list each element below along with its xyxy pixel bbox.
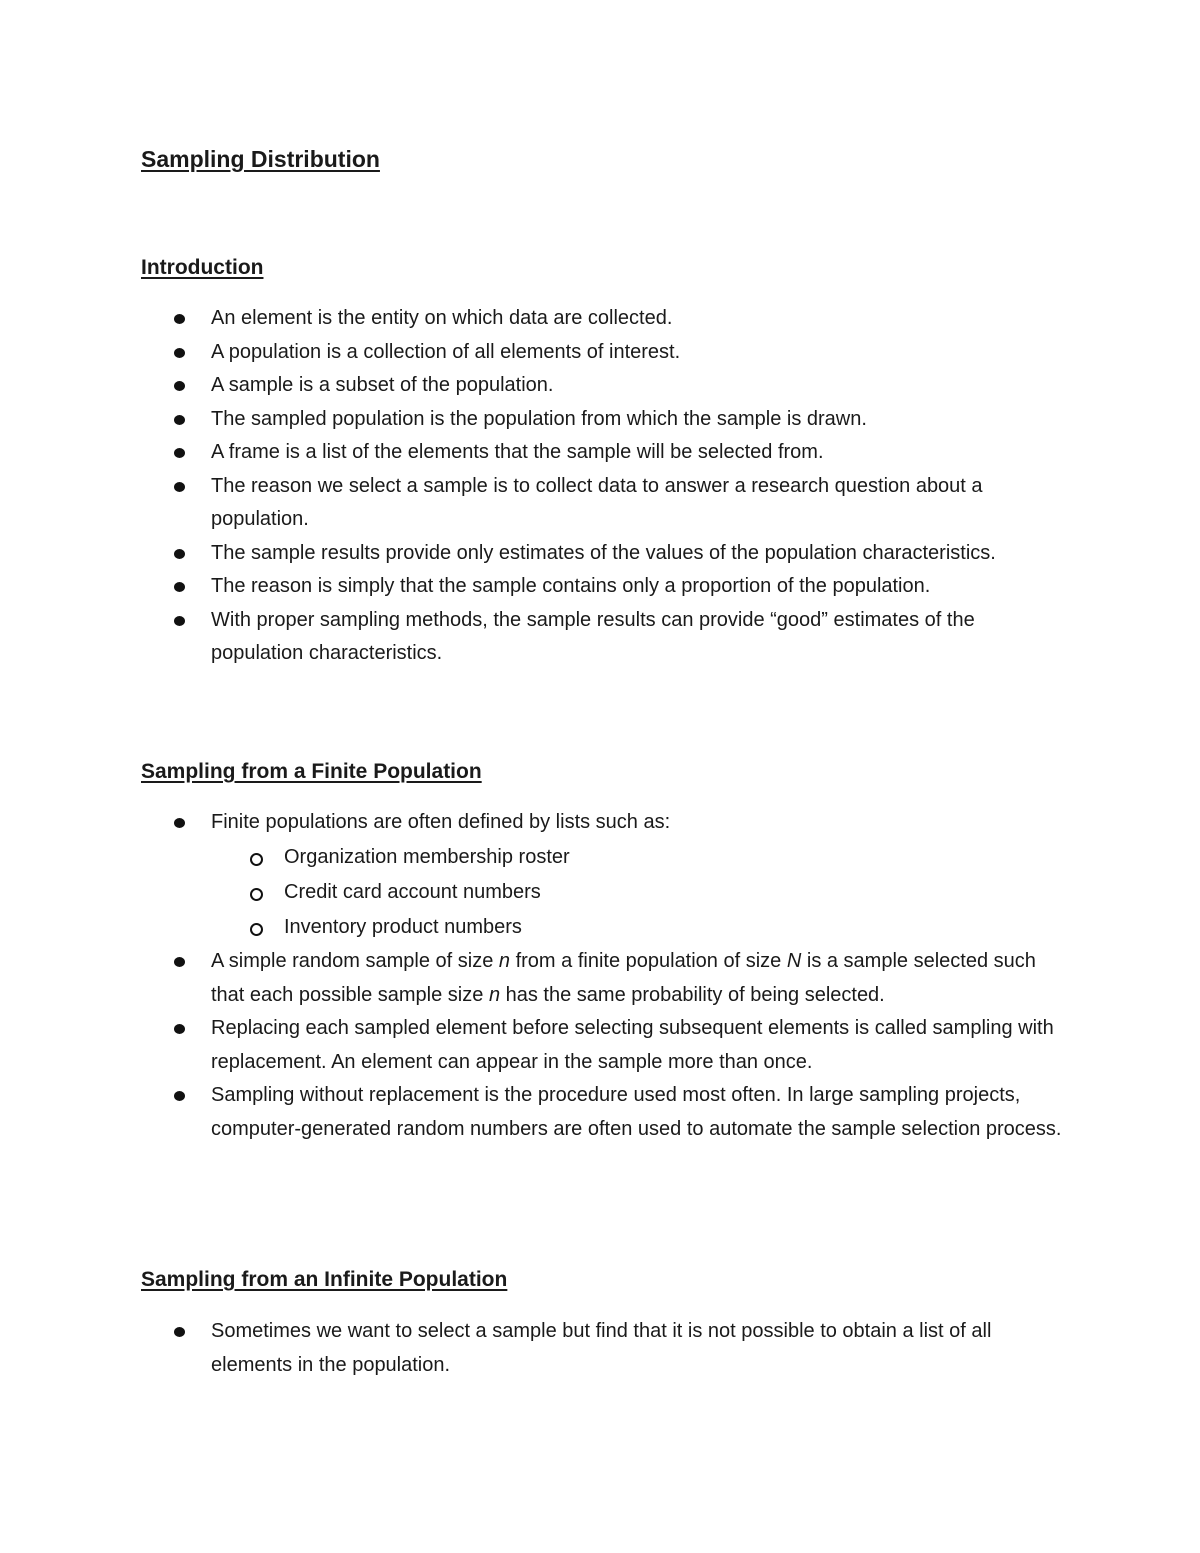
list-item: Sometimes we want to select a sample but find that it is not possible to obtain a list of all elements in the population.	[0, 1315, 1200, 1382]
bullet-icon	[174, 1024, 185, 1034]
document-title: Sampling Distribution	[141, 146, 380, 172]
bullet-icon	[174, 348, 185, 358]
list-item: The sample results provide only estimates of the values of the population characteristics.	[0, 537, 1200, 571]
finite-population-list	[0, 806, 1200, 1146]
list-item: With proper sampling methods, the sample results can provide “good” estimates of the population characteristics.	[0, 604, 1200, 671]
list-item: The reason is simply that the sample contains only a proportion of the population.	[0, 570, 1200, 604]
list-item: An element is the entity on which data are collected.	[0, 302, 1200, 336]
bullet-icon	[174, 482, 185, 492]
sublist-item: Inventory product numbers	[211, 910, 1070, 945]
sublist-item: Organization membership roster	[211, 840, 1070, 875]
section-heading-finite-population: Sampling from a Finite Population	[141, 760, 482, 783]
bullet-icon	[174, 381, 185, 391]
bullet-icon	[174, 415, 185, 425]
bullet-icon	[174, 549, 185, 559]
bullet-icon	[174, 616, 185, 626]
bullet-icon	[174, 1091, 185, 1101]
bullet-icon	[174, 448, 185, 458]
section-heading-infinite-population: Sampling from an Infinite Population	[141, 1268, 508, 1291]
bullet-icon	[174, 957, 185, 967]
list-item: The sampled population is the population from which the sample is drawn.	[0, 403, 1200, 437]
list-item: Replacing each sampled element before selecting subsequent elements is called sampling with replacement. An element can appear in the sample more than once.	[0, 1012, 1200, 1079]
bullet-icon	[174, 582, 185, 592]
list-item: A simple random sample of size n from a finite population of size N is a sample selected such that each possible sample size n has the same probability of being selected.	[0, 945, 1200, 1012]
list-item: A population is a collection of all elements of interest.	[0, 336, 1200, 370]
hollow-bullet-icon	[250, 923, 263, 936]
hollow-bullet-icon	[250, 888, 263, 901]
hollow-bullet-icon	[250, 853, 263, 866]
introduction-list	[0, 302, 1200, 671]
infinite-population-list	[0, 1315, 1200, 1382]
bullet-icon	[174, 1327, 185, 1337]
list-item: Finite populations are often defined by lists such as: Organization membership roster Credit card account numbers Inventory product numbers	[0, 806, 1200, 945]
list-item: Sampling without replacement is the procedure used most often. In large sampling projects, computer-generated random numbers are often used to automate the sample selection process.	[0, 1079, 1200, 1146]
sublist-item: Credit card account numbers	[211, 875, 1070, 910]
section-heading-introduction: Introduction	[141, 256, 264, 279]
list-item: A frame is a list of the elements that the sample will be selected from.	[0, 436, 1200, 470]
bullet-icon	[174, 818, 185, 828]
list-item: A sample is a subset of the population.	[0, 369, 1200, 403]
list-item: The reason we select a sample is to collect data to answer a research question about a population.	[0, 470, 1200, 537]
bullet-icon	[174, 314, 185, 324]
sublist	[211, 840, 1070, 946]
